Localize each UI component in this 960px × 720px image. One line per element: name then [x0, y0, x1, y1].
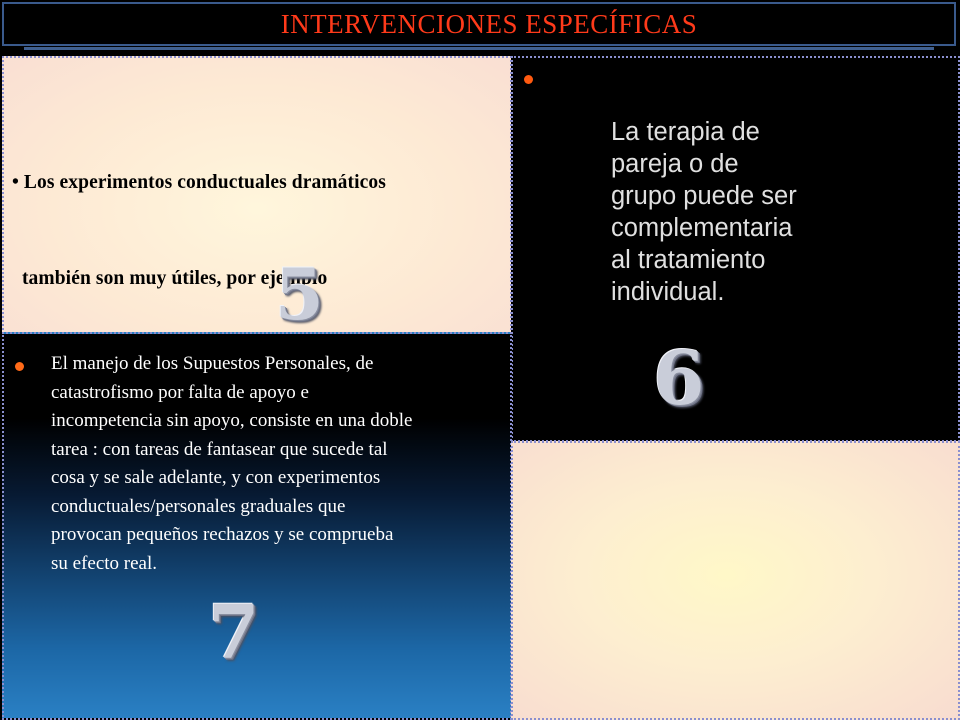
panel-7-line-2: catastrofismo por falta de apoyo e	[51, 381, 309, 403]
panel-7-number: 7	[208, 590, 260, 676]
panel-7-line-6: conductuales/personales graduales que	[51, 495, 346, 517]
slide-title: INTERVENCIONES ESPECÍFICAS	[280, 8, 698, 39]
bullet-icon	[15, 362, 24, 371]
title-bar	[2, 2, 956, 46]
panel-7-line-1: El manejo de los Supuestos Personales, de	[51, 353, 374, 374]
panel-6	[511, 56, 960, 442]
panel-6-line-1: La terapia de	[611, 118, 760, 146]
panel-6-line-2: pareja o de	[611, 150, 739, 178]
bullet-icon	[524, 75, 533, 84]
panel-6-line-5: al tratamiento	[611, 246, 766, 274]
panel-6-number: 6	[653, 336, 705, 422]
panel-5-line-2: también son muy útiles, por ejemplo	[12, 268, 328, 289]
title-underline	[24, 47, 934, 50]
panel-6-text	[611, 116, 911, 308]
bullet: •	[12, 172, 19, 193]
panel-5	[2, 56, 512, 334]
panel-7-line-8: su efecto real.	[51, 552, 158, 574]
panel-6-line-3: grupo puede ser	[611, 182, 797, 210]
panel-8-empty	[511, 441, 960, 720]
panel-7-line-4: tarea : con tareas de fantasear que sucede tal	[51, 438, 388, 460]
panel-6-line-4: complementaria	[611, 214, 793, 242]
panel-5-line-1: • Los experimentos conductuales dramáticos	[12, 172, 386, 193]
panel-5-number: 5	[275, 253, 324, 334]
panel-5-text	[12, 103, 512, 334]
panel-7-line-5: cosa y se sale adelante, y con experimentos	[51, 467, 381, 488]
panel-7	[2, 332, 512, 720]
panel-7-text	[51, 350, 512, 578]
panel-7-line-7: provocan pequeños rechazos y se comprueba	[51, 524, 394, 545]
panel-7-line-3: incompetencia sin apoyo, consiste en una doble	[51, 410, 413, 431]
panel-6-line-6: individual.	[611, 278, 725, 306]
